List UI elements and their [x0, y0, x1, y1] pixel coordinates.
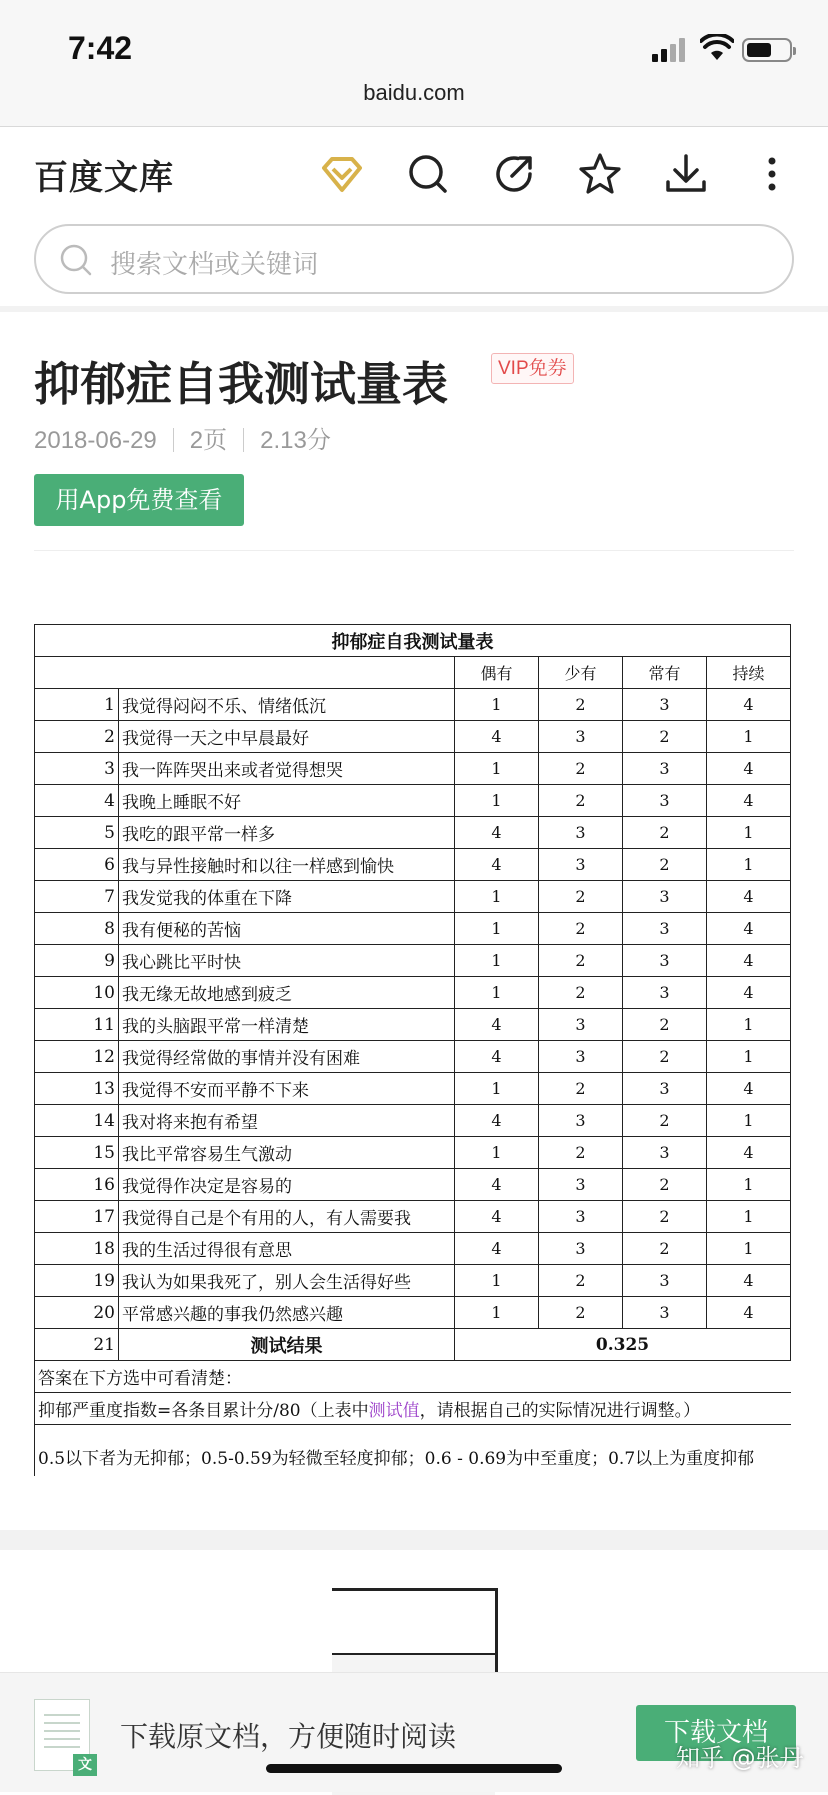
score-cell: 1 — [455, 689, 539, 721]
item-number: 5 — [35, 817, 119, 849]
header-empty — [35, 657, 455, 689]
column-header: 持续 — [707, 657, 791, 689]
note-text: 答案在下方选中可看清楚： — [35, 1361, 791, 1393]
table-row — [35, 977, 791, 1009]
score-cell: 4 — [455, 849, 539, 881]
item-number: 21 — [35, 1329, 119, 1361]
highlight-text: 测试值 — [368, 1401, 420, 1421]
item-text: 我觉得不安而平静不下来 — [119, 1073, 455, 1105]
score-cell: 4 — [707, 753, 791, 785]
table-header-row — [35, 657, 791, 689]
score-cell: 1 — [455, 1265, 539, 1297]
item-number: 6 — [35, 849, 119, 881]
table-row — [35, 913, 791, 945]
item-text: 我的生活过得很有意思 — [119, 1233, 455, 1265]
score-cell: 1 — [455, 881, 539, 913]
score-cell: 1 — [455, 785, 539, 817]
score-cell: 1 — [455, 945, 539, 977]
score-cell: 2 — [623, 721, 707, 753]
item-text: 我的头脑跟平常一样清楚 — [119, 1009, 455, 1041]
item-number: 12 — [35, 1041, 119, 1073]
result-value: 0.325 — [455, 1329, 791, 1361]
item-text: 我晚上睡眠不好 — [119, 785, 455, 817]
item-text: 我一阵阵哭出来或者觉得想哭 — [119, 753, 455, 785]
score-cell: 4 — [707, 881, 791, 913]
item-text: 我发觉我的体重在下降 — [119, 881, 455, 913]
score-cell: 4 — [707, 977, 791, 1009]
item-text: 我无缘无故地感到疲乏 — [119, 977, 455, 1009]
score-cell: 3 — [539, 1041, 623, 1073]
share-icon[interactable] — [490, 150, 538, 198]
wifi-icon — [700, 34, 734, 62]
score-cell: 4 — [707, 1137, 791, 1169]
score-cell: 1 — [707, 721, 791, 753]
score-cell: 3 — [539, 721, 623, 753]
table-row — [35, 1297, 791, 1329]
column-header: 少有 — [539, 657, 623, 689]
score-cell: 1 — [707, 1169, 791, 1201]
item-number: 7 — [35, 881, 119, 913]
score-cell: 3 — [623, 881, 707, 913]
score-cell: 2 — [539, 977, 623, 1009]
score-cell: 2 — [539, 785, 623, 817]
score-cell: 2 — [539, 881, 623, 913]
score-cell: 2 — [539, 1073, 623, 1105]
clock: 7:42 — [68, 30, 133, 66]
item-number: 10 — [35, 977, 119, 1009]
table-row — [35, 689, 791, 721]
divider — [34, 550, 794, 551]
item-text: 我吃的跟平常一样多 — [119, 817, 455, 849]
severity-note: 0.5以下者为无抑郁；0.5-0.59为轻微至轻度抑郁；0.6 - 0.69为中至重度；0.7以上为重度抑郁 — [35, 1425, 791, 1477]
score-cell: 3 — [623, 1137, 707, 1169]
item-number: 3 — [35, 753, 119, 785]
score-cell: 1 — [455, 753, 539, 785]
item-number: 15 — [35, 1137, 119, 1169]
table-title: 抑郁症自我测试量表 — [35, 625, 791, 657]
watermark: 知乎 @张丹 — [676, 1744, 804, 1772]
column-header: 常有 — [623, 657, 707, 689]
site-logo[interactable]: 百度文库 — [34, 158, 174, 198]
score-cell: 3 — [623, 977, 707, 1009]
score-cell: 4 — [455, 1105, 539, 1137]
score-cell: 1 — [455, 1073, 539, 1105]
table-row — [35, 817, 791, 849]
item-text: 我觉得经常做的事情并没有困难 — [119, 1041, 455, 1073]
score-cell: 3 — [539, 1009, 623, 1041]
questionnaire-table — [34, 624, 791, 1476]
score-cell: 2 — [623, 1201, 707, 1233]
download-prompt: 下载原文档，方便随时阅读 — [120, 1720, 457, 1753]
score-cell: 4 — [707, 1297, 791, 1329]
score-cell: 4 — [455, 1009, 539, 1041]
item-text: 我觉得一天之中早晨最好 — [119, 721, 455, 753]
open-in-app-button[interactable]: 用App免费查看 — [34, 474, 244, 526]
item-number: 16 — [35, 1169, 119, 1201]
score-cell: 1 — [707, 1105, 791, 1137]
item-number: 1 — [35, 689, 119, 721]
score-cell: 2 — [539, 1297, 623, 1329]
note-row — [35, 1361, 791, 1393]
document-meta — [34, 420, 331, 455]
vip-badge: VIP免券 — [491, 353, 574, 384]
search-placeholder: 搜索文档或关键词 — [110, 250, 319, 280]
item-text: 我有便秘的苦恼 — [119, 913, 455, 945]
note-text: 抑郁严重度指数=各条目累计分/80（上表中 — [38, 1401, 369, 1421]
table-row — [35, 1169, 791, 1201]
score-cell: 1 — [455, 1137, 539, 1169]
score-cell: 2 — [539, 945, 623, 977]
score-cell: 4 — [455, 1041, 539, 1073]
score-cell: 2 — [539, 913, 623, 945]
score-cell: 3 — [539, 1105, 623, 1137]
item-number: 14 — [35, 1105, 119, 1137]
score-cell: 3 — [623, 1297, 707, 1329]
score-cell: 2 — [623, 849, 707, 881]
table-row — [35, 753, 791, 785]
score-cell: 4 — [707, 1073, 791, 1105]
score-cell: 3 — [539, 849, 623, 881]
item-text: 平常感兴趣的事我仍然感兴趣 — [119, 1297, 455, 1329]
item-text: 我觉得作决定是容易的 — [119, 1169, 455, 1201]
note-row — [35, 1425, 791, 1477]
item-text: 我认为如果我死了，别人会生活得好些 — [119, 1265, 455, 1297]
download-icon[interactable] — [662, 150, 710, 198]
download-document-button[interactable]: 下载文档 — [636, 1705, 796, 1761]
item-number: 8 — [35, 913, 119, 945]
score-cell: 2 — [539, 1137, 623, 1169]
item-text: 我觉得闷闷不乐、情绪低沉 — [119, 689, 455, 721]
score-cell: 2 — [539, 753, 623, 785]
score-cell: 3 — [623, 753, 707, 785]
result-row — [35, 1329, 791, 1361]
section-divider — [0, 306, 828, 312]
score-cell: 2 — [539, 689, 623, 721]
site-toolbar — [0, 128, 828, 224]
score-cell: 2 — [623, 817, 707, 849]
item-number: 20 — [35, 1297, 119, 1329]
score-cell: 1 — [707, 1233, 791, 1265]
score-cell: 4 — [455, 817, 539, 849]
score-cell: 1 — [707, 1041, 791, 1073]
score-cell: 1 — [707, 1201, 791, 1233]
score-cell: 2 — [623, 1105, 707, 1137]
score-cell: 1 — [455, 913, 539, 945]
table-row — [35, 945, 791, 977]
table-row — [35, 1137, 791, 1169]
document-pages: 2页 — [189, 427, 228, 454]
score-cell: 3 — [623, 1265, 707, 1297]
note-row — [35, 1393, 791, 1425]
vip-diamond-icon[interactable] — [318, 150, 366, 198]
score-cell: 3 — [623, 1073, 707, 1105]
address-bar-url[interactable]: baidu.com — [363, 80, 465, 105]
score-cell: 4 — [455, 1169, 539, 1201]
table-row — [35, 881, 791, 913]
score-cell: 3 — [539, 1169, 623, 1201]
item-number: 17 — [35, 1201, 119, 1233]
table-row — [35, 1265, 791, 1297]
star-icon[interactable] — [576, 150, 624, 198]
score-cell: 4 — [707, 945, 791, 977]
document-score: 2.13分 — [260, 427, 331, 454]
score-cell: 2 — [623, 1169, 707, 1201]
status-bar — [0, 0, 828, 127]
score-cell: 1 — [707, 1009, 791, 1041]
home-indicator[interactable] — [266, 1764, 562, 1773]
table-row — [35, 1073, 791, 1105]
result-label: 测试结果 — [119, 1329, 455, 1361]
score-cell: 3 — [539, 817, 623, 849]
score-cell: 3 — [539, 1201, 623, 1233]
score-cell: 4 — [455, 1233, 539, 1265]
score-cell: 4 — [707, 785, 791, 817]
score-cell: 4 — [707, 689, 791, 721]
score-cell: 3 — [623, 689, 707, 721]
score-cell: 3 — [623, 945, 707, 977]
column-header: 偶有 — [455, 657, 539, 689]
score-cell: 1 — [707, 817, 791, 849]
item-number: 9 — [35, 945, 119, 977]
table-row — [35, 1105, 791, 1137]
item-number: 2 — [35, 721, 119, 753]
item-number: 19 — [35, 1265, 119, 1297]
score-cell: 1 — [707, 849, 791, 881]
table-title-row — [35, 625, 791, 657]
table-row — [35, 1201, 791, 1233]
score-cell: 4 — [707, 913, 791, 945]
score-cell: 3 — [539, 1233, 623, 1265]
document-preview — [34, 624, 794, 1476]
score-cell: 2 — [539, 1265, 623, 1297]
table-row — [35, 1041, 791, 1073]
table-row — [35, 1009, 791, 1041]
note-text: ，请根据自己的实际情况进行调整。） — [419, 1401, 701, 1421]
table-row — [35, 849, 791, 881]
download-banner — [0, 1672, 828, 1792]
search-icon[interactable] — [404, 150, 452, 198]
item-text: 我觉得自己是个有用的人，有人需要我 — [119, 1201, 455, 1233]
table-row — [35, 785, 791, 817]
score-cell: 4 — [455, 721, 539, 753]
document-title: 抑郁症自我测试量表 — [34, 357, 448, 411]
document-date: 2018-06-29 — [34, 427, 157, 454]
score-cell: 1 — [455, 977, 539, 1009]
item-number: 4 — [35, 785, 119, 817]
score-cell: 2 — [623, 1233, 707, 1265]
table-row — [35, 721, 791, 753]
search-icon — [58, 242, 94, 278]
score-cell: 3 — [623, 913, 707, 945]
item-number: 11 — [35, 1009, 119, 1041]
item-number: 13 — [35, 1073, 119, 1105]
formula-note — [35, 1393, 791, 1425]
item-text: 我心跳比平时快 — [119, 945, 455, 977]
score-cell: 4 — [455, 1201, 539, 1233]
search-input[interactable] — [34, 224, 794, 294]
score-cell: 2 — [623, 1041, 707, 1073]
item-text: 我比平常容易生气激动 — [119, 1137, 455, 1169]
more-icon[interactable] — [748, 150, 796, 198]
table-row — [35, 1233, 791, 1265]
score-cell: 3 — [623, 785, 707, 817]
score-cell: 4 — [707, 1265, 791, 1297]
item-text: 我与异性接触时和以往一样感到愉快 — [119, 849, 455, 881]
section-divider — [0, 1530, 828, 1550]
item-text: 我对将来抱有希望 — [119, 1105, 455, 1137]
signal-icon — [652, 38, 688, 62]
battery-icon — [742, 38, 792, 62]
score-cell: 2 — [623, 1009, 707, 1041]
document-file-icon: 文 — [34, 1699, 90, 1771]
score-cell: 1 — [455, 1297, 539, 1329]
item-number: 18 — [35, 1233, 119, 1265]
